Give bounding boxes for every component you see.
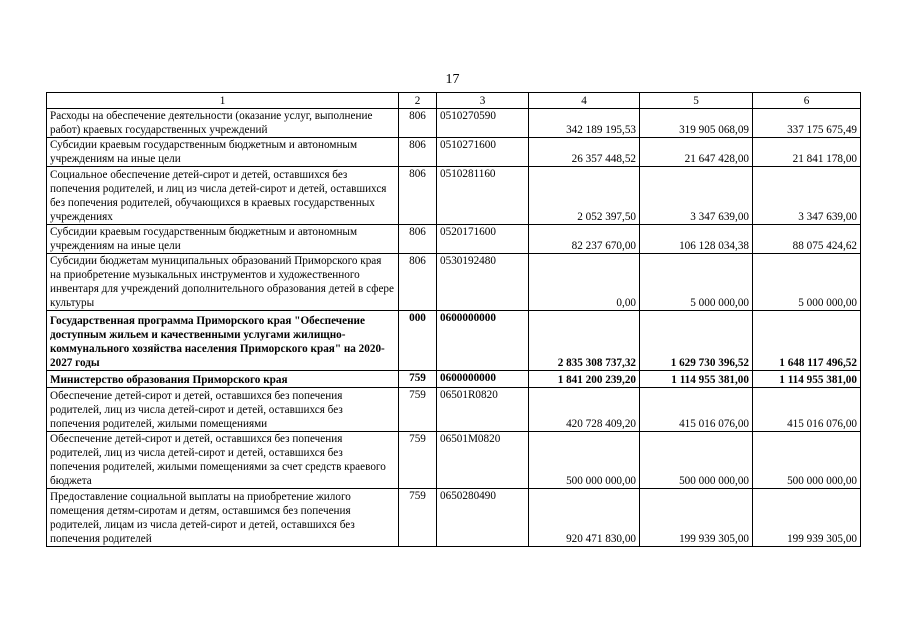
row-dept-code: 806 <box>399 254 437 311</box>
row-amount-col-5: 415 016 076,00 <box>640 388 753 432</box>
table-row <box>47 109 861 138</box>
row-name: Обеспечение детей-сирот и детей, оставшихся без попечения родителей, лиц из числа детей-сирот и детей, оставшихся без попечения родителей, жилыми помещениями за счет средств краевого бюджета <box>47 432 399 489</box>
row-amount-col-5: 21 647 428,00 <box>640 138 753 167</box>
row-dept-code: 806 <box>399 109 437 138</box>
row-amount-col-6: 1 648 117 496,52 <box>753 311 861 371</box>
row-amount-col-4: 920 471 830,00 <box>529 489 640 547</box>
row-target-code: 0520171600 <box>437 225 529 254</box>
row-amount-col-4: 0,00 <box>529 254 640 311</box>
row-amount-col-4: 2 835 308 737,32 <box>529 311 640 371</box>
row-name: Расходы на обеспечение деятельности (оказание услуг, выполнение работ) краевых государственных учреждений <box>47 109 399 138</box>
row-target-code: 0510271600 <box>437 138 529 167</box>
row-name: Государственная программа Приморского края "Обеспечение доступным жильем и качественными услугами жилищно-коммунального хозяйства населения Приморского края" на 2020-2027 годы <box>47 311 399 371</box>
row-name: Субсидии краевым государственным бюджетным и автономным учреждениям на иные цели <box>47 138 399 167</box>
row-target-code: 0510270590 <box>437 109 529 138</box>
table-row <box>47 225 861 254</box>
table-row <box>47 311 861 371</box>
row-amount-col-5: 3 347 639,00 <box>640 167 753 225</box>
row-amount-col-5: 199 939 305,00 <box>640 489 753 547</box>
header-col-1: 1 <box>47 93 399 109</box>
budget-table <box>46 92 861 547</box>
row-amount-col-5: 1 629 730 396,52 <box>640 311 753 371</box>
row-name: Обеспечение детей-сирот и детей, оставшихся без попечения родителей, лиц из числа детей-сирот и детей, оставшихся без попечения родителей, жилыми помещениями <box>47 388 399 432</box>
header-col-5: 5 <box>640 93 753 109</box>
row-amount-col-5: 1 114 955 381,00 <box>640 371 753 388</box>
row-amount-col-4: 500 000 000,00 <box>529 432 640 489</box>
table-row <box>47 138 861 167</box>
header-col-4: 4 <box>529 93 640 109</box>
row-dept-code: 806 <box>399 167 437 225</box>
row-dept-code: 806 <box>399 225 437 254</box>
header-col-6: 6 <box>753 93 861 109</box>
row-amount-col-6: 5 000 000,00 <box>753 254 861 311</box>
row-target-code: 0530192480 <box>437 254 529 311</box>
row-amount-col-6: 21 841 178,00 <box>753 138 861 167</box>
row-target-code: 0600000000 <box>437 371 529 388</box>
header-col-3: 3 <box>437 93 529 109</box>
row-dept-code: 000 <box>399 311 437 371</box>
row-amount-col-5: 500 000 000,00 <box>640 432 753 489</box>
table-row <box>47 432 861 489</box>
row-dept-code: 806 <box>399 138 437 167</box>
row-name: Министерство образования Приморского края <box>47 371 399 388</box>
row-dept-code: 759 <box>399 388 437 432</box>
row-amount-col-4: 2 052 397,50 <box>529 167 640 225</box>
row-name: Субсидии бюджетам муниципальных образований Приморского края на приобретение музыкальных инструментов и художественного инвентаря для учреждений дополнительного образования детей в сфере культуры <box>47 254 399 311</box>
row-amount-col-5: 106 128 034,38 <box>640 225 753 254</box>
row-target-code: 0510281160 <box>437 167 529 225</box>
table-row <box>47 388 861 432</box>
table-row <box>47 371 861 388</box>
table-row <box>47 489 861 547</box>
row-dept-code: 759 <box>399 371 437 388</box>
row-dept-code: 759 <box>399 432 437 489</box>
row-name: Субсидии краевым государственным бюджетным и автономным учреждениям на иные цели <box>47 225 399 254</box>
row-amount-col-6: 415 016 076,00 <box>753 388 861 432</box>
row-target-code: 06501M0820 <box>437 432 529 489</box>
row-name: Социальное обеспечение детей-сирот и детей, оставшихся без попечения родителей, и лиц из числа детей-сирот и детей, оставшихся без попечения родителей, обучающихся в краевых государственных учреждениях <box>47 167 399 225</box>
row-amount-col-6: 199 939 305,00 <box>753 489 861 547</box>
row-amount-col-6: 88 075 424,62 <box>753 225 861 254</box>
row-amount-col-4: 420 728 409,20 <box>529 388 640 432</box>
row-amount-col-4: 82 237 670,00 <box>529 225 640 254</box>
row-target-code: 06501R0820 <box>437 388 529 432</box>
row-dept-code: 759 <box>399 489 437 547</box>
row-target-code: 0600000000 <box>437 311 529 371</box>
row-amount-col-6: 1 114 955 381,00 <box>753 371 861 388</box>
row-amount-col-4: 1 841 200 239,20 <box>529 371 640 388</box>
header-col-2: 2 <box>399 93 437 109</box>
row-amount-col-6: 3 347 639,00 <box>753 167 861 225</box>
row-amount-col-4: 342 189 195,53 <box>529 109 640 138</box>
page-number: 17 <box>445 72 460 87</box>
row-amount-col-6: 337 175 675,49 <box>753 109 861 138</box>
table-row <box>47 254 861 311</box>
row-amount-col-6: 500 000 000,00 <box>753 432 861 489</box>
table-row <box>47 167 861 225</box>
row-name: Предоставление социальной выплаты на приобретение жилого помещения детям-сиротам и детям, оставшимся без попечения родителей, лицам из числа детей-сирот и детей, оставшихся без попечения родителей <box>47 489 399 547</box>
row-target-code: 0650280490 <box>437 489 529 547</box>
row-amount-col-5: 319 905 068,09 <box>640 109 753 138</box>
header-row <box>47 93 861 109</box>
row-amount-col-4: 26 357 448,52 <box>529 138 640 167</box>
row-amount-col-5: 5 000 000,00 <box>640 254 753 311</box>
